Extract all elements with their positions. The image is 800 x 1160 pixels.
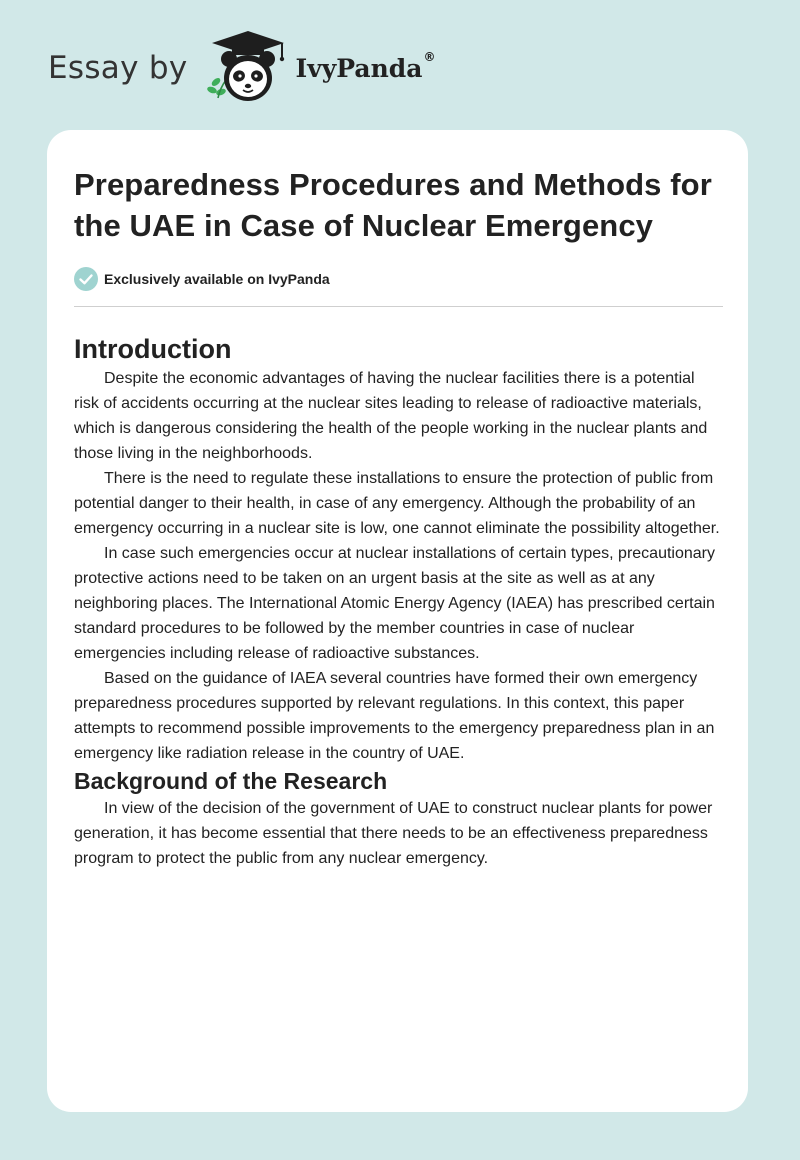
exclusive-badge <box>74 266 723 292</box>
paragraph: Based on the guidance of IAEA several countries have formed their own emergency preparedness procedures supported by relevant regulations. In this context, this paper attempts to recommend possible improvements to the emergency preparedness plan in an emergency like radiation release in the country of UAE. <box>74 670 715 762</box>
check-circle-icon <box>74 267 98 291</box>
divider <box>74 306 723 307</box>
section-heading-introduction: Introduction <box>74 334 232 364</box>
essay-content <box>74 164 723 871</box>
registered-mark: ® <box>423 49 436 64</box>
essay-by-label: Essay by <box>48 50 188 86</box>
brand-name[interactable]: IvyPanda® <box>295 49 436 83</box>
paragraph: There is the need to regulate these installations to ensure the protection of public from potential danger to their health, in case of any emergency. Although the probability of an emergency occurring in a nuclear site is low, one cannot eliminate the possibility altogether. <box>74 470 720 537</box>
panda-graduate-logo-icon[interactable] <box>202 28 294 108</box>
exclusive-badge-label: Exclusively available on IvyPanda <box>104 271 330 287</box>
essay-title: Preparedness Procedures and Methods for the UAE in Case of Nuclear Emergency <box>74 167 712 243</box>
paragraph: Despite the economic advantages of having the nuclear facilities there is a potential risk of accidents occurring at the nuclear sites leading to release of radioactive materials, which is dangerous considering the health of the people working in the nuclear plants and those living in the neighborhoods. <box>74 370 708 462</box>
site-header <box>48 28 435 108</box>
essay-card <box>47 130 748 1112</box>
section-heading-background: Background of the Research <box>74 768 388 794</box>
paragraph: In view of the decision of the government of UAE to construct nuclear plants for power generation, it has become essential that there needs to be an effectiveness preparedness program to protect the public from any nuclear emergency. <box>74 800 713 867</box>
paragraph: In case such emergencies occur at nuclear installations of certain types, precautionary protective actions need to be taken on an urgent basis at the site as well as at any neighboring places. The International Atomic Energy Agency (IAEA) has prescribed certain standard procedures to be followed by the member countries in case of nuclear emergencies including release of radioactive substances. <box>74 545 715 662</box>
